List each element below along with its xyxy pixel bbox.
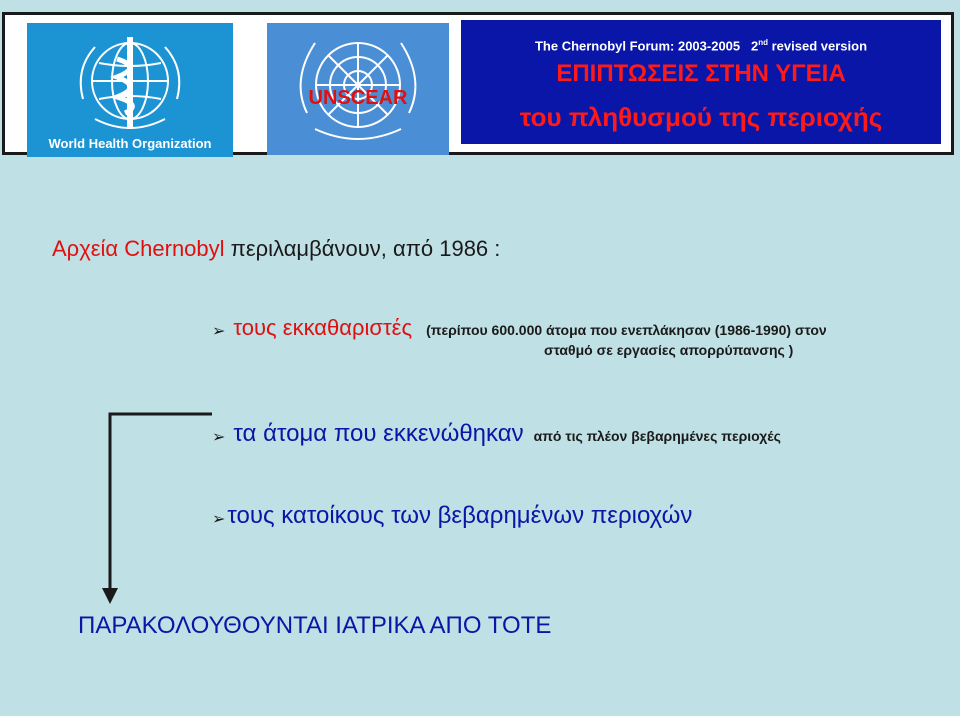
intro-highlight: Chernobyl <box>124 236 225 261</box>
intro-suffix: περιλαμβάνουν, από 1986 : <box>224 236 501 261</box>
bullet-main-text: τα άτομα που εκκενώθηκαν <box>233 420 524 447</box>
bullet-main-text: τους εκκαθαριστές <box>233 315 413 340</box>
bullet-arrow-icon: ➢ <box>212 510 226 528</box>
bullet-note-text: (περίπου 600.000 άτομα που ενεπλάκησαν (1986-1990) στον <box>426 322 827 338</box>
bullet-note-text: από τις πλέον βεβαρημένες περιοχές <box>533 428 781 444</box>
unscear-logo-text: UNSCEAR <box>308 87 408 109</box>
bullet-note-continuation: σταθμό σε εργασίες απορρύπανσης ) <box>544 342 794 358</box>
who-logo-text: World Health Organization <box>48 136 212 151</box>
bullet-arrow-icon: ➢ <box>212 428 226 446</box>
intro-prefix: Αρχεία <box>52 236 125 261</box>
bullet-residents <box>212 502 692 530</box>
bullet-arrow-icon: ➢ <box>212 322 226 340</box>
title-line-1: ΕΠΙΠΤΩΣΕΙΣ ΣΤΗΝ ΥΓΕΙΑ <box>556 60 846 87</box>
conclusion-text: ΠΑΡΑΚΟΛΟΥΘΟΥΝΤΑΙ ΙΑΤΡΙΚΑ ΑΠΟ ΤΟΤΕ <box>78 612 552 639</box>
forum-edition-number: 2 <box>750 38 759 54</box>
title-line-2: του πληθυσμού της περιοχής <box>519 102 883 132</box>
bullet-evacuees <box>212 420 781 448</box>
bullet-liquidators <box>212 315 827 341</box>
forum-name: The Chernobyl Forum: 2003-2005 <box>534 38 741 54</box>
bullet-main-text: τους κατοίκους των βεβαρημένων περιοχών <box>227 502 693 529</box>
forum-edition-text: revised version <box>771 38 868 54</box>
forum-edition-suffix: nd <box>758 38 768 47</box>
